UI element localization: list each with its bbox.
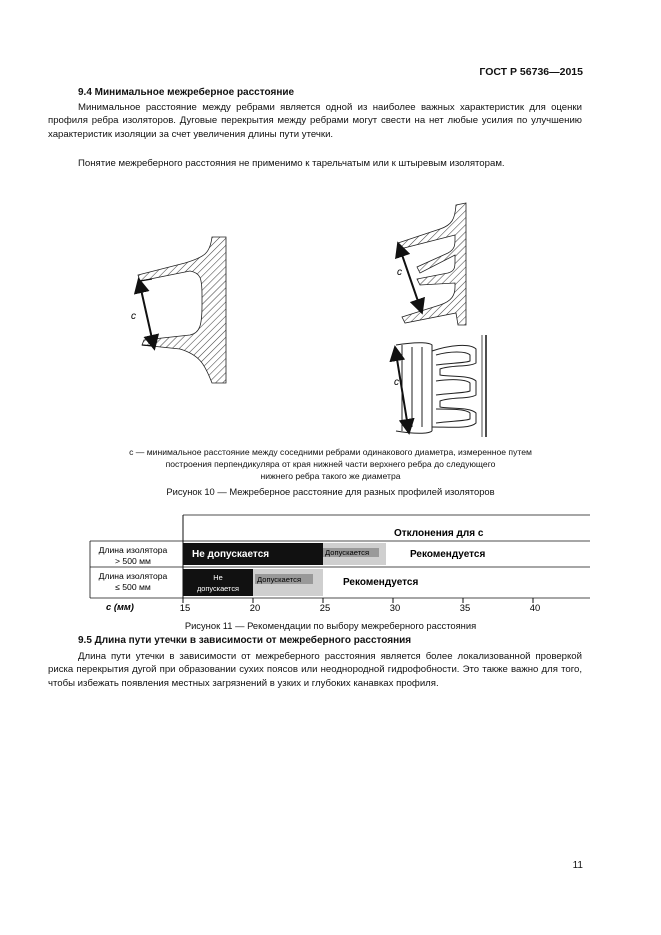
dimension-c-right-bottom: c [394, 377, 399, 388]
row-2-label-line-1: Длина изолятора [98, 571, 168, 581]
paragraph-text: Понятие межреберного расстояния не применимо к тарельчатым или к штыревым изоляторам. [78, 158, 505, 169]
figure-10-legend-line-1: c — минимальное расстояние между соседними ребрами одинакового диаметра, измеренное путем [129, 447, 532, 457]
row-1-label-line-2: > 500 мм [115, 556, 151, 566]
right-bottom-insulator-profile [396, 335, 486, 437]
row-2-label-line-2: ≤ 500 мм [115, 582, 151, 592]
section-9-4-title: 9.4 Минимальное межреберное расстояние [78, 87, 295, 98]
tick-20: 20 [249, 602, 261, 613]
figure-10-legend-line-3: нижнего ребра такого же диаметра [260, 471, 401, 481]
tick-25: 25 [319, 602, 331, 613]
dimension-c-left: c [131, 311, 136, 322]
figure-11-header: Отклонения для c [394, 528, 484, 539]
row-2-recommended-label: Рекомендуется [343, 577, 419, 588]
page-number: 11 [572, 860, 583, 871]
section-9-4-paragraph-2 [48, 157, 582, 170]
figure-10-drawing [0, 195, 661, 445]
row-2-not-allowed-line-1: Не [213, 573, 223, 582]
figure-11-caption: Рисунок 11 — Рекомендации по выбору межреберного расстояния [184, 620, 477, 631]
row-1-not-allowed-label: Не допускается [192, 549, 270, 560]
section-9-5-paragraph-1 [48, 650, 582, 690]
document-header: ГОСТ Р 56736—2015 [479, 66, 583, 78]
left-insulator-profile [131, 237, 226, 383]
figure-11-diagram [0, 510, 661, 620]
tick-35: 35 [459, 602, 471, 613]
tick-30: 30 [389, 602, 401, 613]
right-top-insulator-profile [397, 203, 466, 325]
row-2-allowed-label: Допускается [257, 575, 302, 584]
row-1-recommended-label: Рекомендуется [410, 549, 486, 560]
figure-10-caption: Рисунок 10 — Межреберное расстояние для разных профилей изоляторов [166, 486, 495, 497]
paragraph-text: Минимальное расстояние между ребрами является одной из наиболее важных характеристик для оценки профиля ребра изоляторов. Дуговые перекрытия между ребрами могут свести на нет любые усилия по улучшению характеристик изоляции за счет увеличения длины пути утечки. [48, 102, 582, 140]
row-1-label-line-1: Длина изолятора [98, 545, 168, 555]
axis-label: c (мм) [106, 601, 134, 612]
figure-10-legend-line-2: построения перпендикуляра от края нижней части верхнего ребра до следующего [165, 459, 496, 469]
paragraph-text: Длина пути утечки в зависимости от межреберного расстояния является более локализованной проверкой риска перекрытия дугой при образовании сухих поясов или неоднородной гидрофобности. Это также важно для того, чтобы избежать появления местных загрязнений в узких и глубоких канавках профиля. [48, 651, 582, 689]
section-9-4-paragraph-1 [48, 101, 582, 141]
row-1-allowed-label: Допускается [325, 548, 370, 557]
tick-15: 15 [179, 602, 191, 613]
section-9-5-title: 9.5 Длина пути утечки в зависимости от межреберного расстояния [78, 635, 412, 646]
row-2-not-allowed-line-2: допускается [196, 584, 240, 593]
tick-40: 40 [529, 602, 541, 613]
dimension-c-right-top: c [397, 267, 402, 278]
